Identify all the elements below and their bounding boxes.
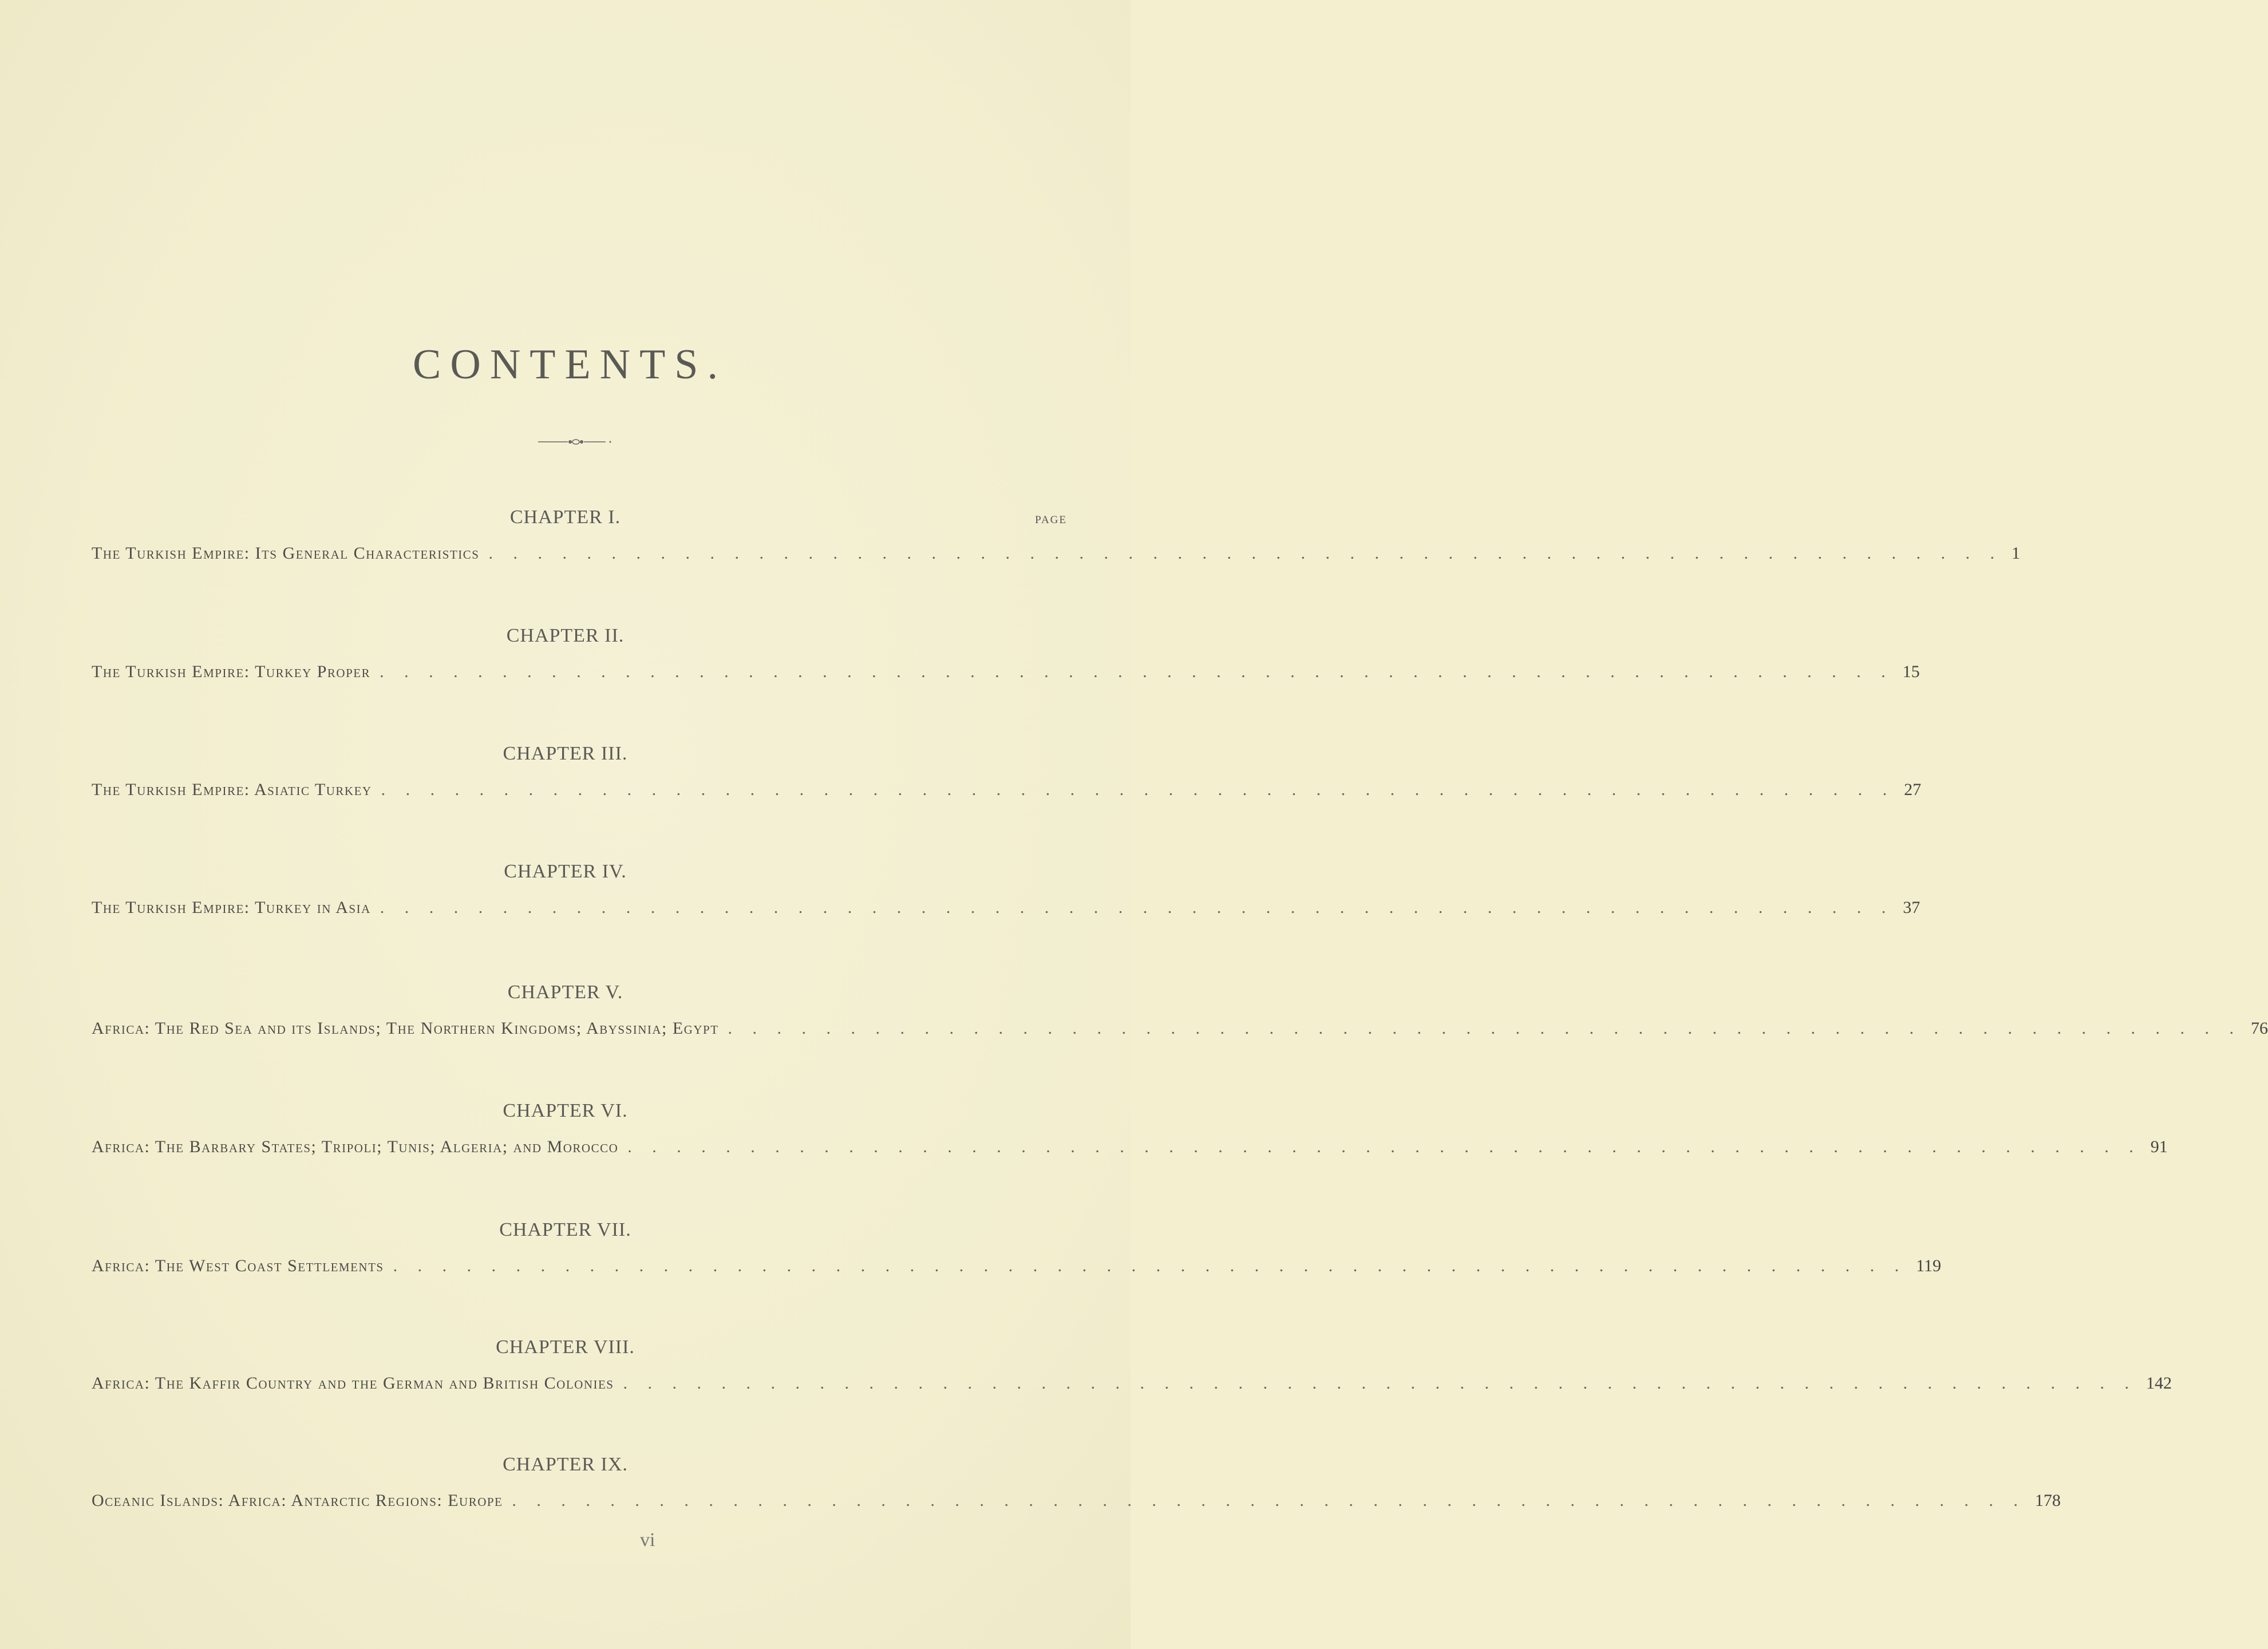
entry-page-number: 37 (1903, 898, 1921, 917)
leader-dots: . . . . . . . . . . . . . . . . . . . . . . . . . . . . . . . . . . . . . . . . . . . . . . . . . . . . . . . . . . . . . . (380, 662, 1894, 681)
entry-page-number: 76 (2251, 1019, 2268, 1038)
ornament-divider-icon (538, 435, 618, 449)
leader-dots: . . . . . . . . . . . . . . . . . . . . . . . . . . . . . . . . . . . . . . . . . . . . . . . . . . . . . . . . . . . . . . (381, 780, 1895, 799)
leader-dots: . . . . . . . . . . . . . . . . . . . . . . . . . . . . . . . . . . . . . . . . . . . . . . . . . . . . . . . . . . . . . . (488, 544, 2002, 563)
entry-page-number: 119 (1916, 1256, 1941, 1275)
chapter-heading: CHAPTER VIII. (496, 1336, 635, 1358)
leader-dots: . . . . . . . . . . . . . . . . . . . . . . . . . . . . . . . . . . . . . . . . . . . . . . . . . . . . . . . . . . . . . . (380, 898, 1894, 917)
entry-title: The Turkish Empire: Turkey in Asia (92, 898, 371, 917)
toc-entry[interactable] (92, 780, 1922, 803)
leader-dots: . . . . . . . . . . . . . . . . . . . . . . . . . . . . . . . . . . . . . . . . . . . . . . . . . . . . . . . . . . . . . . (393, 1256, 1907, 1275)
leader-dots: . . . . . . . . . . . . . . . . . . . . . . . . . . . . . . . . . . . . . . . . . . . . . . . . . . . . . . . . . . . . . . (623, 1374, 2137, 1393)
entry-page-number: 142 (2146, 1374, 2172, 1393)
entry-title: Oceanic Islands: Africa: Antarctic Regions: Europe (92, 1491, 503, 1510)
page-title: CONTENTS. (413, 341, 727, 388)
leader-dots: . . . . . . . . . . . . . . . . . . . . . . . . . . . . . . . . . . . . . . . . . . . . . . . . . . . . . . . . . . . . . . (627, 1137, 2141, 1156)
entry-title: The Turkish Empire: Asiatic Turkey (92, 780, 372, 799)
toc-entry[interactable] (92, 662, 1920, 685)
entry-page-number: 178 (2034, 1491, 2061, 1510)
toc-entry[interactable] (92, 898, 1921, 921)
signature-mark: vi (640, 1529, 655, 1551)
entry-title: Africa: The Barbary States; Tripoli; Tunis; Algeria; and Morocco (92, 1137, 619, 1156)
toc-entry[interactable] (92, 1019, 2268, 1042)
chapter-heading: CHAPTER VI. (503, 1100, 628, 1121)
toc-entry[interactable] (92, 544, 2020, 567)
entry-title: The Turkish Empire: Turkey Proper (92, 662, 371, 681)
chapter-heading: CHAPTER IV. (504, 861, 627, 882)
chapter-heading: CHAPTER II. (506, 625, 625, 646)
entry-title: Africa: The Red Sea and its Islands; The Northern Kingdoms; Abyssinia; Egypt (92, 1019, 719, 1038)
toc-entry[interactable] (92, 1374, 2172, 1397)
entry-title: The Turkish Empire: Its General Characteristics (92, 544, 480, 563)
page-column-label: PAGE (1035, 514, 1067, 526)
chapter-heading: CHAPTER I. (509, 507, 621, 528)
leader-dots: . . . . . . . . . . . . . . . . . . . . . . . . . . . . . . . . . . . . . . . . . . . . . . . . . . . . . . . . . . . . . . (512, 1491, 2026, 1510)
chapter-heading: CHAPTER V. (507, 982, 623, 1003)
toc-entry[interactable] (92, 1256, 1941, 1279)
entry-title: Africa: The Kaffir Country and the German and British Colonies (92, 1374, 614, 1393)
leader-dots: . . . . . . . . . . . . . . . . . . . . . . . . . . . . . . . . . . . . . . . . . . . . . . . . . . . . . . . . . . . . . . (728, 1019, 2242, 1038)
toc-entry[interactable] (92, 1491, 2061, 1514)
entry-title: Africa: The West Coast Settlements (92, 1256, 384, 1275)
chapter-heading: CHAPTER IX. (503, 1454, 628, 1475)
chapter-heading: CHAPTER III. (503, 743, 628, 764)
entry-page-number: 27 (1904, 780, 1922, 799)
chapter-heading: CHAPTER VII. (499, 1219, 631, 1240)
entry-page-number: 15 (1902, 662, 1920, 681)
toc-entry[interactable] (92, 1137, 2168, 1160)
entry-page-number: 91 (2150, 1137, 2168, 1156)
entry-page-number: 1 (2011, 544, 2020, 563)
